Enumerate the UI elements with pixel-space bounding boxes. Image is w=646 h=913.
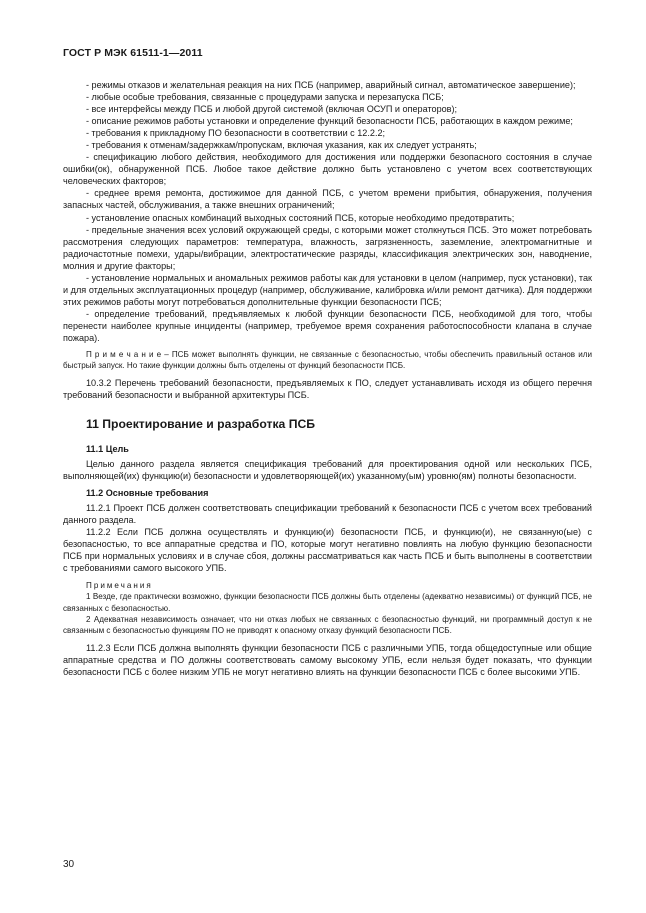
- section-11-heading: 11 Проектирование и разработка ПСБ: [86, 416, 316, 431]
- list-item: - все интерфейсы между ПСБ и любой другой системой (включая ОСУП и операторов);: [86, 104, 458, 115]
- note-2: 2 Адекватная независимость означает, что ни отказ любых не связанных с безопасностью функций, ни программный доступ к не связанным с безопасностью функциям ПО не приводят к опасному отказу функций безопасности ПСБ.: [63, 614, 592, 636]
- list-item: - определение требований, предъявляемых к любой функции безопасности ПСБ, необходимой для того, чтобы перенести наиболее крупные инциденты (например, требуемое время сохранения работоспособности клапана в случае пожара).: [63, 308, 592, 343]
- notes-title: Примечания: [86, 581, 153, 591]
- list-item: - любые особые требования, связанные с процедурами запуска и перезапуска ПСБ;: [86, 92, 444, 103]
- list-item: - установление нормальных и аномальных режимов работы как для установки в целом (например, пуск установки), так и для отдельных эксплуатационных процедур (например, обслуживание, калибровка и/или ремонт датчика). Для поддержки этих режимов работы могут потребоваться дополнительные функции безопасности ПСБ;: [63, 272, 592, 307]
- section-11-2-heading: 11.2 Основные требования: [86, 487, 209, 498]
- paragraph-10-3-2: 10.3.2 Перечень требований безопасности, предъявляемых к ПО, следует устанавливать исходя из общего перечня требований безопасности и выбранной архитектуры ПСБ.: [63, 377, 592, 400]
- list-item: - описание режимов работы установки и определение функций безопасности ПСБ, работающих в каждом режиме;: [86, 116, 573, 127]
- list-item: - среднее время ремонта, достижимое для данной ПСБ, с учетом времени прибытия, обнаружения, получения запасных частей, обслуживания, а также внешних ограничений;: [63, 188, 592, 211]
- note-paragraph: [63, 349, 592, 372]
- section-11-1-heading: 11.1 Цель: [86, 443, 129, 454]
- list-item: - спецификацию любого действия, необходимого для достижения или поддержки безопасного состояния в случае ошибки(ок), обнаруженной ПСБ. Любое такое действие должно быть установлено с учетом всех соответствующих человеческих факторов;: [63, 152, 592, 187]
- document-body: [63, 79, 592, 678]
- paragraph-11-2-3: 11.2.3 Если ПСБ должна выполнять функции безопасности ПСБ с различными УПБ, тогда общедоступные или общие аппаратные средства и ПО должны соответствовать самому высокому УПБ, если нельзя будет показать, что функции безопасности ПСБ с более низким УПБ не могут негативно влиять на функции безопасности ПСБ с более высокими УПБ.: [63, 642, 592, 677]
- list-item: - режимы отказов и желательная реакция на них ПСБ (например, аварийный сигнал, автоматическое завершение);: [86, 80, 576, 90]
- paragraph-11-2-2: 11.2.2 Если ПСБ должна осуществлять и функцию(и) безопасности ПСБ, и функцию(и), не связанную(ые) с безопасностью, то все аппаратные средства и ПО, которые могут негативно повлиять на любую функцию безопасности ПСБ при нормальных условиях и в случае сбоя, должны рассматриваться как часть ПСБ и быть выполнены в соответствии с требованиями самого высокого УПБ.: [63, 526, 592, 574]
- list-item: - требования к прикладному ПО безопасности в соответствии с 12.2.2;: [86, 128, 386, 139]
- list-item: - установление опасных комбинаций выходных состояний ПСБ, которые необходимо предотвратить;: [86, 212, 515, 223]
- list-item: - требования к отменам/задержкам/пропускам, включая указания, как их следует устранять;: [86, 140, 477, 151]
- note-text: – ПСБ может выполнять функции, не связанные с безопасностью, чтобы обеспечить правильный останов или быстрый запуск. Но такие функции должны быть отделены от функций безопасности ПСБ.: [63, 350, 592, 371]
- paragraph-11-2-1: 11.2.1 Проект ПСБ должен соответствовать спецификации требований к безопасности ПСБ с учетом всех требований данного раздела.: [63, 502, 592, 525]
- note-1: 1 Везде, где практически возможно, функции безопасности ПСБ должны быть отделены (адекватно независимы) от функций ПСБ, не связанных с безопасностью.: [63, 592, 592, 613]
- page-header: ГОСТ Р МЭК 61511-1—2011: [63, 47, 203, 59]
- note-label: П р и м е ч а н и е: [86, 350, 162, 360]
- section-11-1-text: Целью данного раздела является спецификация требований для проектирования одной или нескольких ПСБ, выполняющей(их) функцию(и) безопасности и удовлетворяющей(их) указанному(ым) уровню(ям) полноты безопасности.: [63, 458, 592, 481]
- list-item: - предельные значения всех условий окружающей среды, с которыми может столкнуться ПСБ. Это может потребовать рассмотрения следующих параметров: температура, влажность, загрязненность, заземление, электромагнитные и радиочастотные помехи, удары/вибрации, электростатические разряды, классификация электрических зон, наводнение, молния и другие факторы;: [63, 224, 592, 271]
- page-number: 30: [63, 859, 75, 870]
